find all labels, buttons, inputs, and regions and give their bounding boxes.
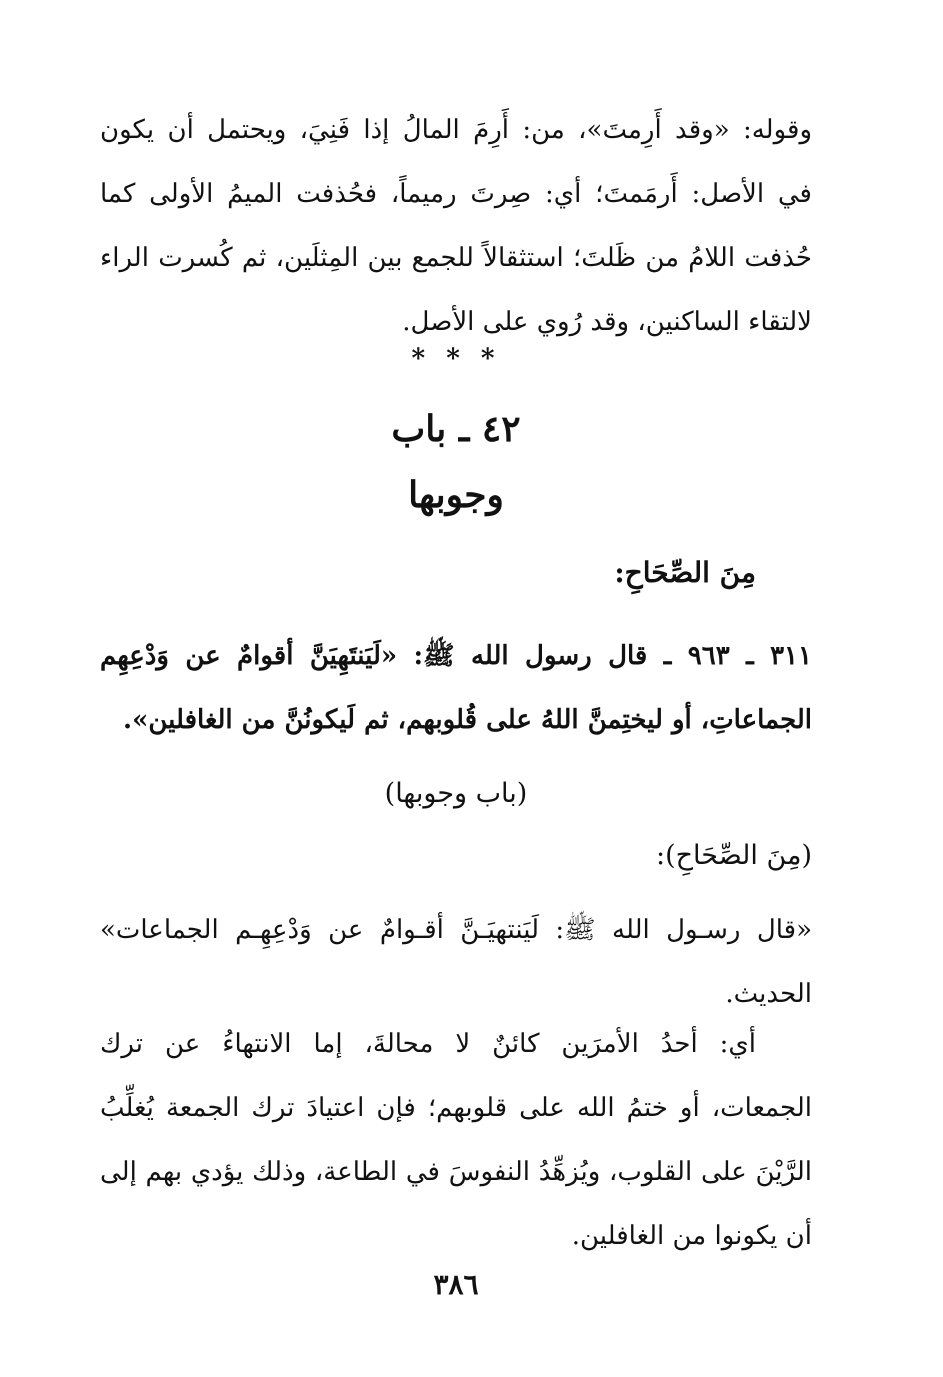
explanation-line-4: أن يكونوا من الغافلين.: [571, 1221, 812, 1251]
intro-line-3: حُذفت اللامُ من ظَلتَ؛ استثقالاً للجمع بين المِثلَين، ثم كُسرت الراء: [100, 243, 812, 273]
hadith-text: [100, 624, 812, 752]
explanation-line-2: الجمعات، أو ختمُ الله على قلوبهم؛ فإن اعتيادَ ترك الجمعة يُغلِّبُ: [100, 1093, 812, 1123]
explanation-line-3: الرَّيْنَ على القلوب، ويُزهِّدُ النفوسَ في الطاعة، وذلك يؤدي بهم إلى: [100, 1157, 812, 1187]
intro-line-4: لالتقاء الساكنين، وقد رُوي على الأصل.: [402, 307, 812, 337]
chapter-subtitle: وجوبها: [408, 474, 504, 516]
section-label-sihah: مِنَ الصِّحَاحِ:: [614, 556, 756, 589]
chapter-title: ٤٢ ـ باب: [391, 408, 521, 450]
intro-line-2: في الأصل: أَرمَمتَ؛ أي: صِرتَ رميماً، فحُذفت الميمُ الأولى كما: [100, 179, 812, 209]
commentary-heading: (باب وجوبها): [384, 778, 528, 809]
intro-paragraph: [100, 98, 812, 354]
explanation-line-1: أي: أحدُ الأمرَين كائنٌ لا محالةَ، إما الانتهاءُ عن ترك: [100, 1029, 756, 1059]
quote-text: [100, 898, 812, 1026]
hadith-line-2: الجماعاتِ، أو ليختِمنَّ اللهُ على قُلوبهم، ثم لَيكونُنَّ من الغافلين».: [123, 705, 812, 735]
quote-line-1: «قال رسـول الله ﷺ: لَيَنتهيَـنَّ أقـوامٌ عن وَدْعِهِـم الجماعات»: [100, 915, 812, 945]
page-number: ٣٨٦: [433, 1268, 479, 1301]
section-separator: * * *: [411, 344, 501, 374]
hadith-line-1: ٣١١ ـ ٩٦٣ ـ قال رسول الله ﷺ: «لَيَنتَهِيَنَّ أقوامٌ عن وَدْعِهِم: [100, 641, 812, 671]
quote-line-2: الحديث.: [725, 979, 812, 1009]
commentary-section-label: (مِنَ الصِّحَاحِ):: [656, 840, 812, 871]
explanation-text: [100, 1012, 812, 1268]
intro-line-1: وقوله: «وقد أَرِمتَ»، من: أَرِمَ المالُ إذا فَنِيَ، ويحتمل أن يكون: [100, 115, 812, 145]
